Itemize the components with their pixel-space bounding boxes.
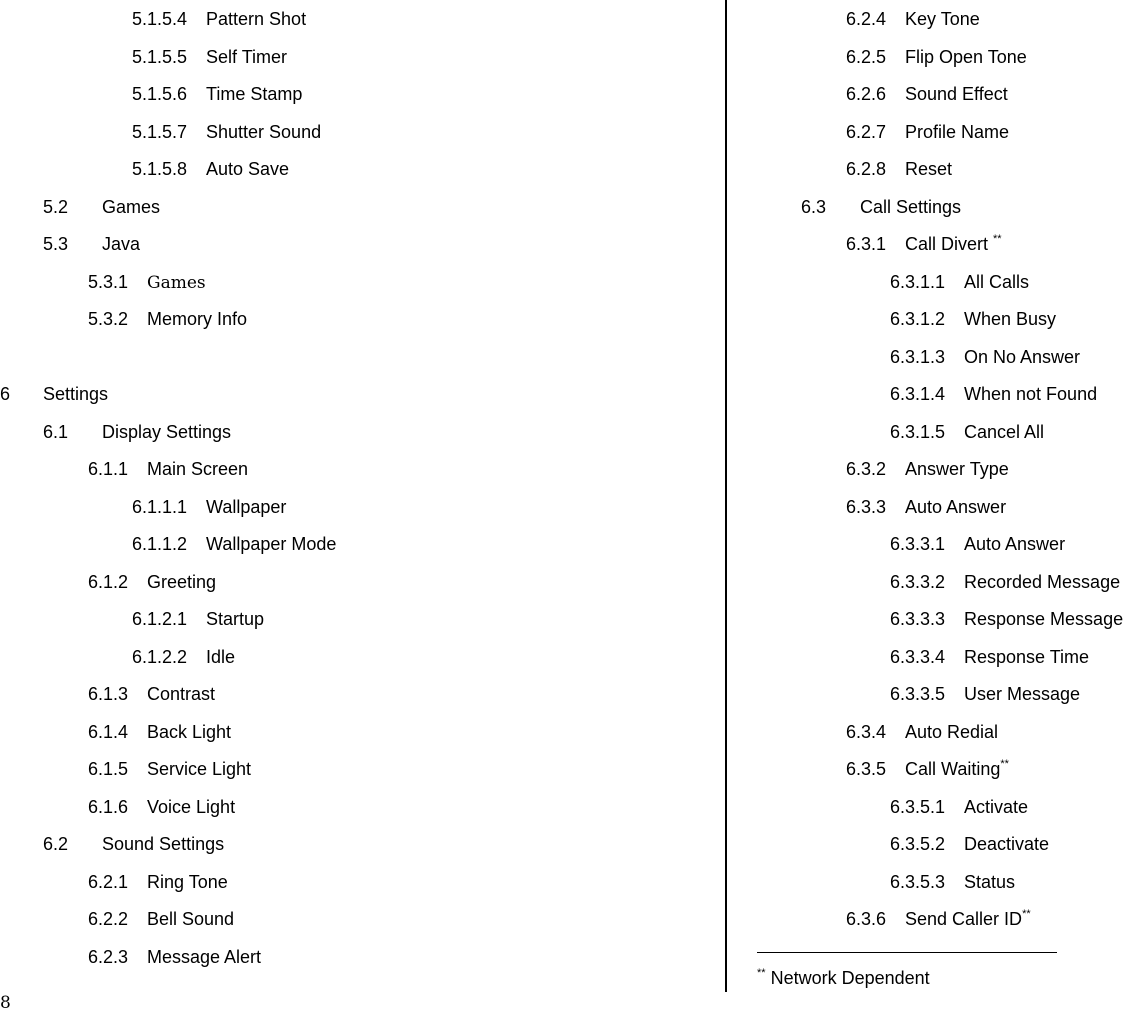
toc-entry-title: Sound Settings xyxy=(102,834,225,854)
toc-entry-number: 6.3.1.2 xyxy=(890,309,946,329)
toc-entry xyxy=(88,271,206,293)
toc-entry-title: Bell Sound xyxy=(147,909,235,929)
toc-entry-title: Self Timer xyxy=(206,47,288,67)
toc-entry-number: 6.1.2 xyxy=(88,572,129,592)
footnote-reference: ** xyxy=(993,233,1002,245)
toc-entry-number: 5.1.5.6 xyxy=(132,84,188,104)
toc-entry xyxy=(890,683,1080,705)
footnote-text: Network Dependent xyxy=(765,968,930,988)
toc-entry-title: Call Divert xyxy=(905,234,994,254)
toc-entry xyxy=(890,308,1056,330)
toc-entry xyxy=(88,308,247,330)
toc-entry xyxy=(132,608,264,630)
toc-entry-number: 6.3.6 xyxy=(846,909,887,929)
toc-entry-title: When not Found xyxy=(964,384,1098,404)
footnote-mark: ** xyxy=(757,967,766,979)
toc-entry-number: 5.3 xyxy=(43,234,69,254)
toc-entry-number: 6.1.1.2 xyxy=(132,534,188,554)
toc-entry xyxy=(890,271,1029,293)
toc-entry-title: On No Answer xyxy=(964,347,1081,367)
toc-entry xyxy=(0,383,108,405)
toc-entry-title: Key Tone xyxy=(905,9,980,29)
toc-entry-number: 6.3.5.2 xyxy=(890,834,946,854)
toc-entry-number: 6.3.5.1 xyxy=(890,797,946,817)
toc-entry-number: 6.3.2 xyxy=(846,459,887,479)
toc-entry-title: Main Screen xyxy=(147,459,249,479)
toc-entry-title: Deactivate xyxy=(964,834,1050,854)
toc-entry-number: 6.3 xyxy=(801,197,827,217)
toc-entry xyxy=(88,796,235,818)
toc-entry-title: Voice Light xyxy=(147,797,236,817)
toc-entry-title: Send Caller ID xyxy=(905,909,1023,929)
toc-entry-title: Sound Effect xyxy=(905,84,1008,104)
toc-entry-number: 5.3.2 xyxy=(88,309,129,329)
toc-entry xyxy=(890,346,1080,368)
toc-entry-title: Games xyxy=(102,197,161,217)
toc-entry-number: 6.3.4 xyxy=(846,722,887,742)
toc-entry xyxy=(43,233,140,255)
toc-entry-number: 6.3.1.5 xyxy=(890,422,946,442)
toc-entry-title: Back Light xyxy=(147,722,232,742)
toc-entry-title: Call Waiting xyxy=(905,759,1001,779)
toc-entry-number: 6 xyxy=(0,384,11,404)
toc-entry xyxy=(890,421,1044,443)
toc-entry-title: Time Stamp xyxy=(206,84,303,104)
toc-entry xyxy=(132,121,321,143)
toc-entry xyxy=(801,196,961,218)
toc-entry xyxy=(846,233,1002,255)
toc-entry-title: Ring Tone xyxy=(147,872,228,892)
toc-entry-number: 6.2.3 xyxy=(88,947,129,967)
toc-entry-title: All Calls xyxy=(964,272,1030,292)
toc-entry xyxy=(88,946,261,968)
toc-entry-number: 5.1.5.7 xyxy=(132,122,188,142)
toc-entry-number: 6.1.5 xyxy=(88,759,129,779)
toc-entry-title: Service Light xyxy=(147,759,252,779)
toc-entry-number: 6.3.3 xyxy=(846,497,887,517)
toc-entry xyxy=(88,458,248,480)
toc-entry-number: 6.1.2.2 xyxy=(132,647,188,667)
toc-entry-title: User Message xyxy=(964,684,1081,704)
toc-entry xyxy=(890,833,1049,855)
toc-entry xyxy=(43,833,224,855)
toc-entry xyxy=(132,8,306,30)
toc-entry-title: Idle xyxy=(206,647,236,667)
toc-entry-title: Pattern Shot xyxy=(206,9,307,29)
toc-entry xyxy=(890,571,1120,593)
toc-entry-title: Auto Answer xyxy=(905,497,1007,517)
toc-entry-title: Auto Redial xyxy=(905,722,999,742)
footnote xyxy=(757,967,930,989)
toc-entry-title: Wallpaper Mode xyxy=(206,534,337,554)
toc-entry-number: 6.3.3.4 xyxy=(890,647,946,667)
toc-entry-number: 6.3.5.3 xyxy=(890,872,946,892)
toc-entry-title: Startup xyxy=(206,609,265,629)
toc-entry-title: Call Settings xyxy=(860,197,962,217)
toc-entry xyxy=(846,758,1009,780)
toc-entry xyxy=(88,758,251,780)
toc-entry-title: Flip Open Tone xyxy=(905,47,1027,67)
toc-entry-number: 6.1.2.1 xyxy=(132,609,188,629)
toc-entry-number: 6.3.1.4 xyxy=(890,384,946,404)
toc-entry-number: 6.1.3 xyxy=(88,684,129,704)
toc-entry-number: 6.1.6 xyxy=(88,797,129,817)
toc-entry-number: 6.1 xyxy=(43,422,69,442)
toc-entry-number: 6.3.1 xyxy=(846,234,887,254)
toc-entry-number: 6.2.8 xyxy=(846,159,887,179)
toc-entry-title: Shutter Sound xyxy=(206,122,322,142)
toc-entry-title: Auto Answer xyxy=(964,534,1066,554)
toc-entry xyxy=(88,721,231,743)
toc-entry xyxy=(846,46,1027,68)
toc-entry xyxy=(846,496,1006,518)
toc-entry-number: 6.2.4 xyxy=(846,9,887,29)
toc-entry-title: Java xyxy=(102,234,141,254)
toc-entry-number: 6.1.1.1 xyxy=(132,497,188,517)
toc-entry xyxy=(846,8,980,30)
toc-entry-number: 6.3.3.2 xyxy=(890,572,946,592)
toc-entry-number: 6.3.3.5 xyxy=(890,684,946,704)
toc-entry-title: Auto Save xyxy=(206,159,290,179)
column-divider xyxy=(725,0,727,992)
toc-entry xyxy=(846,721,998,743)
toc-entry-number: 5.1.5.4 xyxy=(132,9,188,29)
toc-entry-title: Status xyxy=(964,872,1016,892)
footnote-reference: ** xyxy=(1022,908,1031,920)
toc-entry-number: 6.2.2 xyxy=(88,909,129,929)
toc-entry-number: 6.3.3.3 xyxy=(890,609,946,629)
toc-entry xyxy=(890,871,1015,893)
toc-entry xyxy=(846,458,1009,480)
toc-entry-number: 6.2.5 xyxy=(846,47,887,67)
toc-entry-title: Greeting xyxy=(147,572,217,592)
toc-entry-number: 6.3.5 xyxy=(846,759,887,779)
toc-entry xyxy=(846,83,1008,105)
toc-entry xyxy=(88,683,215,705)
toc-entry-title: Profile Name xyxy=(905,122,1010,142)
toc-entry-title: Message Alert xyxy=(147,947,262,967)
toc-entry xyxy=(43,421,231,443)
toc-entry xyxy=(132,646,235,668)
toc-entry-number: 6.3.3.1 xyxy=(890,534,946,554)
toc-entry-number: 6.3.1.1 xyxy=(890,272,946,292)
toc-entry xyxy=(132,158,289,180)
toc-entry-number: 6.1.1 xyxy=(88,459,129,479)
toc-entry xyxy=(890,796,1028,818)
toc-entry xyxy=(132,46,287,68)
toc-entry-number: 6.2 xyxy=(43,834,69,854)
page-number: 8 xyxy=(0,993,11,1013)
toc-entry-number: 6.2.6 xyxy=(846,84,887,104)
toc-entry-title: Games xyxy=(147,273,206,293)
toc-entry-number: 6.1.4 xyxy=(88,722,129,742)
toc-entry-number: 6.3.1.3 xyxy=(890,347,946,367)
toc-entry-title: Response Message xyxy=(964,609,1124,629)
toc-entry-title: Display Settings xyxy=(102,422,232,442)
toc-entry-title: Cancel All xyxy=(964,422,1045,442)
toc-entry-title: Settings xyxy=(43,384,109,404)
toc-entry xyxy=(846,121,1009,143)
toc-entry xyxy=(88,571,216,593)
toc-entry-title: Answer Type xyxy=(905,459,1009,479)
toc-entry-number: 5.2 xyxy=(43,197,69,217)
toc-entry xyxy=(88,871,228,893)
toc-entry xyxy=(132,496,286,518)
toc-entry xyxy=(890,646,1089,668)
toc-entry xyxy=(846,908,1031,930)
toc-entry xyxy=(132,83,302,105)
toc-entry xyxy=(890,533,1065,555)
toc-entry xyxy=(890,608,1123,630)
toc-entry-title: Wallpaper xyxy=(206,497,287,517)
toc-entry-title: Response Time xyxy=(964,647,1090,667)
toc-entry-number: 5.1.5.5 xyxy=(132,47,188,67)
footnote-rule xyxy=(757,952,1057,953)
toc-entry-title: Contrast xyxy=(147,684,216,704)
toc-entry-title: Activate xyxy=(964,797,1029,817)
toc-entry xyxy=(43,196,160,218)
toc-entry-title: Reset xyxy=(905,159,953,179)
toc-entry-title: Recorded Message xyxy=(964,572,1121,592)
toc-entry-number: 5.1.5.8 xyxy=(132,159,188,179)
toc-entry-title: Memory Info xyxy=(147,309,248,329)
toc-entry xyxy=(890,383,1097,405)
toc-entry-title: When Busy xyxy=(964,309,1057,329)
toc-entry-number: 6.2.7 xyxy=(846,122,887,142)
toc-entry-number: 6.2.1 xyxy=(88,872,129,892)
toc-entry-number: 5.3.1 xyxy=(88,272,129,292)
footnote-reference: ** xyxy=(1000,758,1009,770)
toc-entry xyxy=(88,908,234,930)
toc-entry xyxy=(132,533,336,555)
toc-entry xyxy=(846,158,952,180)
